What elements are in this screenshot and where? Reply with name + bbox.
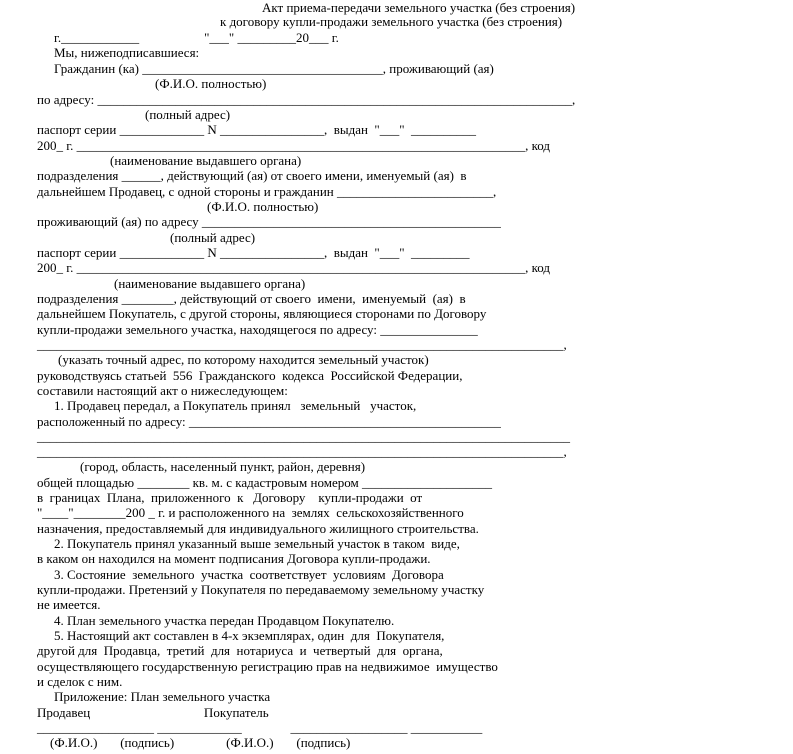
doc-line: осуществляющего государственную регистрацию прав на недвижимое имущество <box>37 659 498 674</box>
doc-line: __________________________________________________________________________________ <box>37 429 570 444</box>
signature-captions: (Ф.И.О.) (подпись) (Ф.И.О.) (подпись) <box>50 735 351 750</box>
signatories-heading: Продавец Покупатель <box>37 705 269 720</box>
doc-line: руководствуясь статьей 556 Гражданского кодекса Российской Федерации, <box>37 368 463 383</box>
doc-line: паспорт серии _____________ N ________________, выдан "___" _________ <box>37 245 470 260</box>
doc-line: _________________________________________________________________________________, <box>37 444 567 459</box>
doc-line: 4. План земельного участка передан Продавцом Покупателю. <box>54 613 395 628</box>
doc-line: 200_ г. _____________________________________________________________________, код <box>37 138 551 153</box>
field-caption: (указать точный адрес, по которому находится земельный участок) <box>58 352 429 367</box>
doc-line: _________________________________________________________________________________, <box>37 337 567 352</box>
attachment-line: Приложение: План земельного участка <box>54 689 271 704</box>
doc-line: в каком он находился на момент подписания Договора купли-продажи. <box>37 551 431 566</box>
doc-line: "____"________200 _ г. и расположенного на землях сельскохозяйственного <box>37 505 464 520</box>
doc-line: паспорт серии _____________ N ________________, выдан "___" __________ <box>37 122 477 137</box>
doc-line: купли-продажи земельного участка, находящегося по адресу: _______________ <box>37 322 478 337</box>
doc-line: 1. Продавец передал, а Покупатель принял земельный участок, <box>54 398 417 413</box>
doc-line: по адресу: _________________________________________________________________________, <box>37 92 576 107</box>
doc-line: Мы, нижеподписавшиеся: <box>54 45 200 60</box>
doc-line: составили настоящий акт о нижеследующем: <box>37 383 288 398</box>
field-caption: (полный адрес) <box>145 107 231 122</box>
signature-lines: __________________ _____________ __________________ ___________ <box>37 720 483 735</box>
doc-line: дальнейшем Покупатель, с другой стороны, являющиеся сторонами по Договору <box>37 306 487 321</box>
doc-line: дальнейшем Продавец, с одной стороны и гражданин ________________________, <box>37 184 497 199</box>
doc-line: 2. Покупатель принял указанный выше земельный участок в таком виде, <box>54 536 460 551</box>
doc-title: Акт приема-передачи земельного участка (без строения) <box>262 0 576 15</box>
doc-line: купли-продажи. Претензий у Покупателя по передаваемому земельному участку <box>37 582 485 597</box>
field-caption: (наименование выдавшего органа) <box>114 276 306 291</box>
doc-line: проживающий (ая) по адресу ______________________________________________ <box>37 214 501 229</box>
doc-line: не имеется. <box>37 597 101 612</box>
doc-line: общей площадью ________ кв. м. с кадастровым номером ____________________ <box>37 475 492 490</box>
field-caption: (Ф.И.О. полностью) <box>155 76 267 91</box>
field-caption: (наименование выдавшего органа) <box>110 153 302 168</box>
doc-line: подразделения ______, действующий (ая) от своего имени, именуемый (ая) в <box>37 168 467 183</box>
doc-line: и сделок с ним. <box>37 674 123 689</box>
field-caption: (полный адрес) <box>170 230 256 245</box>
doc-line: 5. Настоящий акт составлен в 4-х экземплярах, один для Покупателя, <box>54 628 445 643</box>
doc-line: расположенный по адресу: ________________________________________________ <box>37 414 501 429</box>
field-caption: (город, область, населенный пункт, район, деревня) <box>80 459 366 474</box>
doc-line: назначения, предоставляемый для индивидуального жилищного строительства. <box>37 521 479 536</box>
doc-line: 3. Состояние земельного участка соответствует условиям Договора <box>54 567 444 582</box>
doc-line: 200_ г. _____________________________________________________________________, код <box>37 260 551 275</box>
doc-line: Гражданин (ка) _____________________________________, проживающий (ая) <box>54 61 494 76</box>
field-caption: (Ф.И.О. полностью) <box>207 199 319 214</box>
doc-line: в границах Плана, приложенного к Договору купли-продажи от <box>37 490 423 505</box>
place-date-line: г.____________ "___" _________20___ г. <box>54 30 339 45</box>
doc-line: другой для Продавца, третий для нотариуса и четвертый для органа, <box>37 643 443 658</box>
doc-line: подразделения ________, действующий от своего имени, именуемый (ая) в <box>37 291 466 306</box>
doc-subtitle: к договору купли-продажи земельного участка (без строения) <box>220 14 563 29</box>
